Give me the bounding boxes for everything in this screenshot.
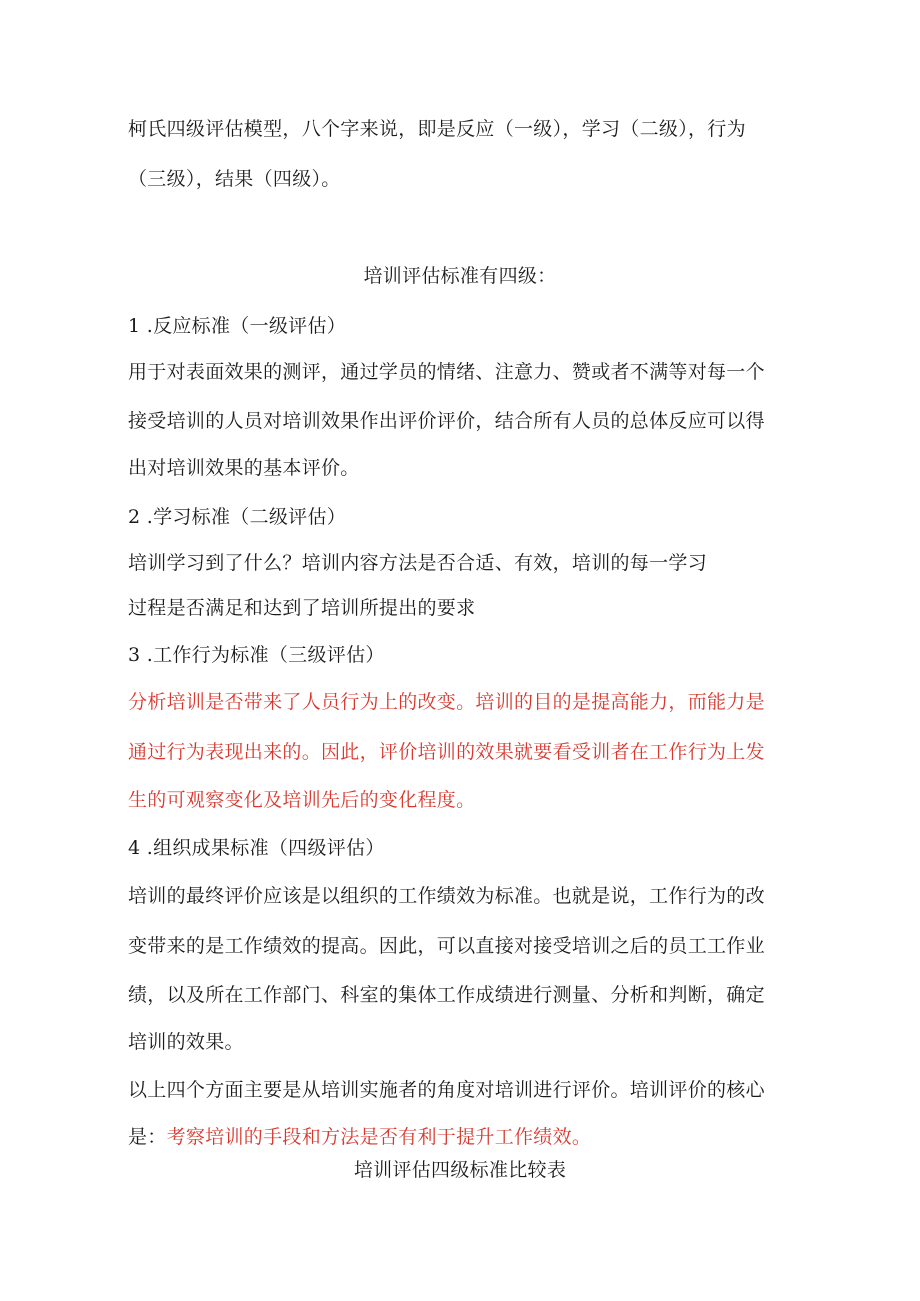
summary-line-2 [128,1125,591,1149]
summary-highlight: 考察培训的手段和方法是否有利于提升工作绩效。 [166,1126,592,1148]
level4-heading: 4 .组织成果标准（四级评估） [128,837,385,859]
intro-line-2: （三级），结果（四级）。 [128,168,341,190]
level4-line-1: 培训的最终评价应该是以组织的工作绩效为标准。也就是说，工作行为的改 [128,885,765,907]
level2-line-2: 过程是否满足和达到了培训所提出的要求 [128,597,476,619]
level1-line-3: 出对培训效果的基本评价。 [128,457,360,479]
section-title: 培训评估标准有四级： [363,265,557,287]
intro-line-1: 柯氏四级评估模型，八个字来说，即是反应（一级），学习（二级），行为 [128,118,746,140]
level2-heading: 2 .学习标准（二级评估） [128,506,347,528]
level2-line-1: 培训学习到了什么？培训内容方法是否合适、有效，培训的每一学习 [128,552,708,574]
level1-line-1: 用于对表面效果的测评，通过学员的情绪、注意力、赞或者不满等对每一个 [128,361,765,383]
level3-line-1: 分析培训是否带来了人员行为上的改变。培训的目的是提高能力，而能力是 [128,691,765,713]
table-title: 培训评估四级标准比较表 [353,1159,567,1181]
level3-line-2: 通过行为表现出来的。因此，评价培训的效果就要看受训者在工作行为上发 [128,741,765,763]
summary-prefix: 是： [128,1126,167,1148]
level4-line-2: 变带来的是工作绩效的提高。因此，可以直接对接受培训之后的员工工作业 [128,935,765,957]
level4-line-4: 培训的效果。 [128,1031,244,1053]
summary-line-1: 以上四个方面主要是从培训实施者的角度对培训进行评价。培训评价的核心 [128,1079,765,1101]
level3-heading: 3 .工作行为标准（三级评估） [128,644,385,666]
level3-line-3: 生的可观察变化及培训先后的变化程度。 [128,789,476,811]
level4-line-3: 绩，以及所在工作部门、科室的集体工作成绩进行测量、分析和判断，确定 [128,984,765,1006]
level1-line-2: 接受培训的人员对培训效果作出评价评价，结合所有人员的总体反应可以得 [128,410,765,432]
level1-heading: 1 .反应标准（一级评估） [128,315,347,337]
